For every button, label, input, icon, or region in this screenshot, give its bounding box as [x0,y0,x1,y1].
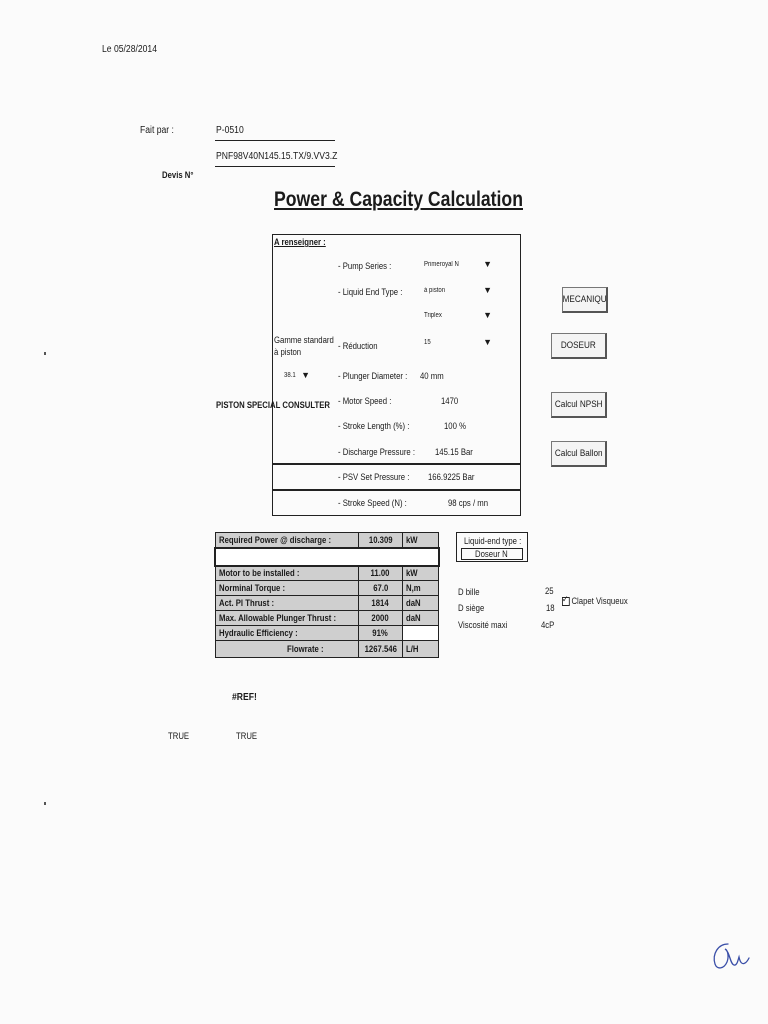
liquid-end-value: à piston [424,287,446,294]
reduction-select[interactable] [420,335,494,352]
viscosite-label: Viscosité maxi [458,620,508,630]
table-row [215,533,439,548]
liquid-end-type-box [456,532,528,562]
flowrate-unit: L/H [403,641,439,658]
table-row [215,641,439,658]
section-label: A renseigner : [274,237,326,247]
torque-value: 67.0 [358,581,403,596]
mecanique-button-label: MECANIQU [562,294,607,305]
gamme-value: 38.1 [284,372,296,379]
table-row [215,581,439,596]
devis-label: Devis N° [162,170,194,180]
liquid-end-sub-select[interactable] [420,308,494,325]
doseur-button[interactable] [551,333,607,359]
table-row [215,548,439,566]
liquid-end-type-value: Doseur N [475,549,508,559]
calcul-npsh-button-label: Calcul NPSH [554,399,603,410]
reduction-value: 15 [424,339,431,346]
stroke-length-value: 100 % [444,421,466,431]
stroke-speed-value: 98 cps / mn [448,498,489,508]
required-power-unit: kW [403,533,439,548]
clapet-visqueux-label: Clapet Visqueux [571,596,628,606]
ref-error: #REF! [232,692,257,703]
discharge-label: - Discharge Pressure : [338,447,415,457]
dropdown-arrow-icon: ▼ [483,285,492,295]
required-power-value: 10.309 [358,533,403,548]
efficiency-unit [403,626,439,641]
thrust-unit: daN [403,596,439,611]
piston-special-note: PISTON SPECIAL CONSULTER [216,400,330,410]
clapet-visqueux-checkbox[interactable] [562,596,628,606]
liquid-end-label: - Liquid End Type : [338,287,403,297]
discharge-value: 145.15 Bar [435,447,473,457]
dropdown-arrow-icon: ▼ [301,370,310,380]
stroke-length-label: - Stroke Length (%) : [338,421,410,431]
motor-speed-value: 1470 [441,396,459,406]
torque-label: Norminal Torque : [215,581,358,596]
page-title: Power & Capacity Calculation [274,188,523,211]
signature-icon [708,938,752,974]
true-value-1: TRUE [168,731,190,741]
results-table [214,532,440,658]
max-thrust-value: 2000 [358,611,403,626]
thrust-value: 1814 [358,596,403,611]
fait-par-label: Fait par : [140,125,174,136]
blank-row [215,548,439,566]
max-thrust-label: Max. Allowable Plunger Thrust : [215,611,358,626]
torque-unit: N,m [403,581,439,596]
motor-unit: kW [403,566,439,581]
d-siege-value: 18 [546,603,555,613]
calcul-ballon-button[interactable] [551,441,607,467]
scan-mark [44,352,46,355]
psv-value: 166.9225 Bar [428,472,475,482]
thrust-label: Act. Pl Thrust : [215,596,358,611]
d-bille-value: 25 [545,586,554,596]
viscosite-value: 4cP [541,620,555,630]
calcul-ballon-button-label: Calcul Ballon [554,448,603,459]
liquid-end-type-label: Liquid-end type : [464,536,522,546]
gamme-label-line-2: à piston [274,347,302,357]
gamme-label [274,334,334,358]
stroke-speed-label: - Stroke Speed (N) : [338,498,407,508]
pump-series-value: Primeroyal N [424,261,459,268]
d-siege-label: D siège [458,603,485,613]
dropdown-arrow-icon: ▼ [483,337,492,347]
required-power-label: Required Power @ discharge : [215,533,358,548]
motor-label: Motor to be installed : [215,566,358,581]
reduction-label: - Réduction [338,341,378,351]
devis-value: PNF98V40N145.15.TX/9.VV3.Z [216,151,338,162]
checkbox-checked-icon [562,597,570,606]
true-value-2: TRUE [236,731,258,741]
dropdown-arrow-icon: ▼ [483,310,492,320]
flowrate-value: 1267.546 [358,641,403,658]
gamme-select[interactable] [280,368,312,385]
scan-mark [44,802,46,805]
efficiency-value: 91% [358,626,403,641]
table-row [215,596,439,611]
max-thrust-unit: daN [403,611,439,626]
dropdown-arrow-icon: ▼ [483,259,492,269]
doseur-button-label: DOSEUR [561,340,596,351]
pump-series-label: - Pump Series : [338,261,392,271]
liquid-end-type-value-box [461,548,523,560]
fait-par-value: P-0510 [216,125,244,136]
separator [272,489,521,491]
table-row [215,626,439,641]
mecanique-button[interactable] [562,287,608,313]
motor-value: 11.00 [358,566,403,581]
efficiency-label: Hydraulic Efficiency : [215,626,358,641]
gamme-label-line-1: Gamme standard [274,335,334,345]
liquid-end-sub-value: Triplex [424,312,442,319]
psv-label: - PSV Set Pressure : [338,472,410,482]
liquid-end-select[interactable] [420,283,494,300]
motor-speed-label: - Motor Speed : [338,396,392,406]
table-row [215,611,439,626]
d-bille-label: D bille [458,587,480,597]
plunger-value: 40 mm [420,371,444,381]
fait-par-field [215,124,335,141]
devis-field [215,150,338,167]
calcul-npsh-button[interactable] [551,392,607,418]
flowrate-label: Flowrate : [215,641,358,658]
date: Le 05/28/2014 [102,44,157,55]
separator [272,463,521,465]
pump-series-select[interactable] [420,257,494,274]
table-row [215,566,439,581]
plunger-label: - Plunger Diameter : [338,371,408,381]
